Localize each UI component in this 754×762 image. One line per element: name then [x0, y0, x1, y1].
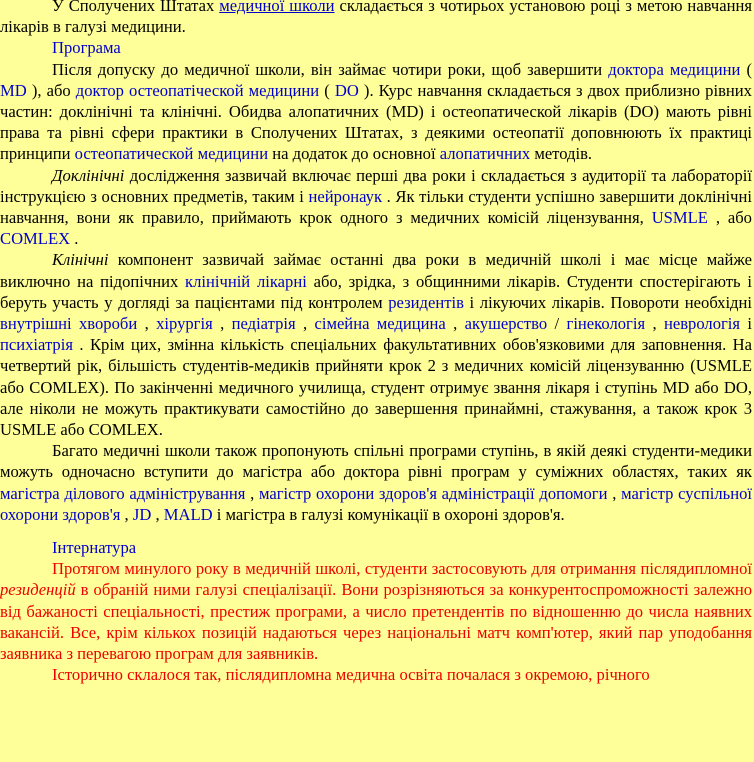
link-residents[interactable]: резидентів: [388, 292, 464, 312]
link-allopathic[interactable]: алопатичних: [439, 144, 531, 164]
text-fragment: дослідження зазвичай включає перші два роки і складається з аудиторії та лабораторії інструкцією з основних предметів, таким і: [0, 165, 752, 206]
link-internal-medicine[interactable]: внутрішні хвороби: [0, 314, 138, 334]
link-pediatrics[interactable]: педіатрія: [231, 314, 296, 334]
link-public-health[interactable]: магістр суспільної охорони здоров'я: [0, 483, 753, 524]
link-jd[interactable]: JD: [132, 504, 152, 524]
text-fragment: , або: [707, 208, 752, 228]
link-md[interactable]: MD: [0, 80, 27, 100]
internship-paragraph-1: [0, 558, 752, 664]
program-paragraph-clinical: [0, 249, 752, 440]
text-fragment: і лікуючих лікарів. Повороти необхідні: [463, 292, 752, 312]
link-neuroscience[interactable]: нейронаук: [308, 186, 383, 206]
text-fragment: і: [740, 314, 753, 334]
text-fragment: ,: [120, 504, 133, 524]
intro-paragraph: [0, 0, 752, 37]
section-spacer: [0, 525, 752, 537]
text-fragment: ,: [607, 483, 622, 503]
link-do[interactable]: DO: [334, 80, 359, 100]
text-fragment: або, зрідка, з общинними лікарів. Студенти спостерігають і беруть участь у догляді за пацієнтами під контролем: [0, 271, 752, 312]
text-fragment: (: [319, 80, 335, 100]
text-fragment: Після допуску до медичної школи, він займає чотири роки, щоб завершити: [52, 59, 609, 79]
text-fragment: ,: [212, 314, 232, 334]
section-heading-program: Програма: [52, 38, 121, 58]
text-fragment: /: [547, 314, 567, 334]
text-fragment: методів.: [530, 144, 593, 164]
link-teaching-hospital[interactable]: клінічній лікарні: [185, 271, 307, 291]
text-fragment: . Як тільки студенти успішно завершити доклінічні навчання, вони як правило, приймають крок одного з медичних комісій ліцензування,: [0, 186, 752, 228]
emphasis-clinical: Клінічні: [52, 250, 109, 270]
text-fragment: ,: [445, 314, 465, 334]
section-heading-internship: Інтернатура: [52, 538, 137, 558]
link-surgery[interactable]: хірургія: [156, 314, 213, 334]
text-fragment: складається з чотирьох установою році з метою навчання лікарів в галузі медицини.: [0, 0, 752, 37]
link-mba[interactable]: магістра ділового адміністрування: [0, 483, 246, 503]
emphasis-residencies: резиденцій: [0, 580, 76, 600]
text-fragment: в обраній ними галузі спеціалізації. Вони розрізняються за конкурентоспроможності залежно від бажаності спеціальності, престиж програми, а число претендентів по відношенню до числа наявних вакансій. Все, крім кількох позицій надаються через національні матч комп'ютер, який пар уподобання заявника з перевагою програм для заявників.: [0, 580, 752, 664]
text-fragment: Протягом минулого року в медичній школі, студенти застосовують для отримання післядипломної: [52, 559, 752, 579]
link-mald[interactable]: MALD: [163, 504, 213, 524]
text-fragment: на додаток до основної: [268, 144, 440, 164]
text-fragment: ,: [137, 314, 157, 334]
link-doctor-of-osteopathic-medicine[interactable]: доктор остеопатіческой медицини: [75, 80, 320, 100]
link-gynecology[interactable]: гінекологія: [566, 314, 646, 334]
text-fragment: .: [70, 229, 79, 249]
link-doctor-of-medicine[interactable]: доктора медицини: [608, 59, 741, 79]
text-fragment: і магістра в галузі комунікації в охороні здоров'я.: [212, 504, 565, 524]
text-fragment: Багато медичні школи також пропонують спільні програми ступінь, в якій деякі студенти-медики можуть одночасно вступити до магістра або доктора рівні програм у суміжних областях, таких як: [0, 441, 752, 482]
text-fragment: ,: [245, 483, 259, 503]
link-neurology[interactable]: неврологія: [663, 314, 741, 334]
link-comlex[interactable]: COMLEX: [0, 229, 71, 249]
link-health-administration[interactable]: магістр охорони здоров'я адміністрації допомоги: [259, 483, 608, 503]
text-fragment: . Крім цих, змінна кількість спеціальних факультативних обов'язковими для заповнення. На четвертий рік, більшість студентів-медиків прийняти крок 2 з медичних комісій ліцензуванню (USMLE або COMLEX). По закінченні медичного училища, студент отримує звання лікаря і ступінь MD або DO, але ніколи не можуть практикувати самостійно до завершення принаймні, стажування, а також крок 3 USMLE або COMLEX.: [0, 335, 752, 440]
link-usmle[interactable]: USMLE: [651, 208, 708, 228]
link-obstetrics[interactable]: акушерство: [464, 314, 548, 334]
link-psychiatry[interactable]: психіатрія: [0, 335, 73, 355]
program-paragraph-preclinical: [0, 165, 752, 250]
link-osteopathic-medicine[interactable]: остеопатической медицини: [74, 144, 269, 164]
text-fragment: (: [740, 59, 752, 79]
internship-paragraph-2: [0, 664, 752, 685]
program-paragraph-joint-degrees: [0, 440, 752, 525]
text-fragment: У Сполучених Штатах: [52, 0, 220, 15]
text-fragment: Історично склалося так, післядипломна медична освіта почалася з окремою, річного: [52, 665, 650, 685]
text-fragment: ). Курс навчання складається з двох приблизно рівних частин: доклінічні та клінічні. Обидва алопатичних (MD) і остеопатической лікарів (DO) мають рівні права та рівні сфери практики в Сполучених Штатах, з деякими остеопатії доповнюють їх практиці принципи: [0, 80, 752, 164]
link-medical-school[interactable]: медичної школи: [219, 0, 335, 15]
text-fragment: ), або: [26, 80, 76, 100]
emphasis-preclinical: Доклінічні: [52, 165, 125, 185]
program-paragraph-1: [0, 59, 752, 165]
text-fragment: ,: [151, 504, 164, 524]
link-family-medicine[interactable]: сімейна медицина: [314, 314, 446, 334]
text-fragment: компонент зазвичай займає останні два роки в медичній школі і має місце майже виключно на підопічних: [0, 250, 752, 291]
text-fragment: ,: [645, 314, 664, 334]
text-fragment: ,: [295, 314, 315, 334]
